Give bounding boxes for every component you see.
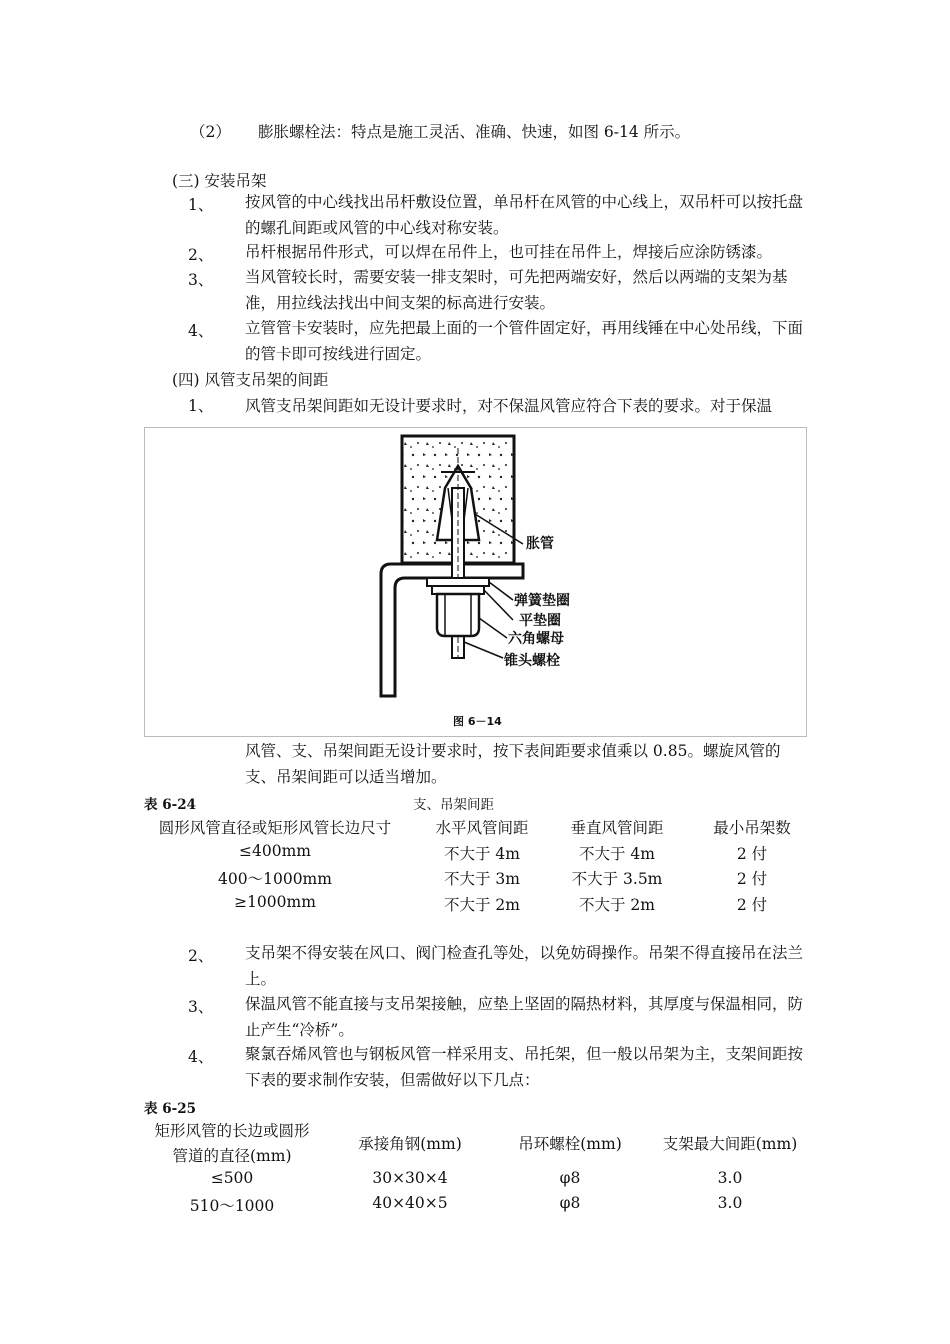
t625-r1-c1: ≤500: [210, 1169, 254, 1187]
spring-washer: [427, 578, 489, 586]
section-4-heading: (四) 风管支吊架的间距: [172, 371, 329, 389]
t624-header-min: 最小吊架数: [713, 819, 791, 837]
t624-r3-c1: ≥1000mm: [234, 893, 316, 911]
section-3-heading: (三) 安装吊架: [172, 172, 267, 190]
item-2-text: 膨胀螺栓法：特点是施工灵活、准确、快速，如图 6-14 所示。: [258, 123, 691, 141]
s3-item-1-text: 按风管的中心线找出吊杆敷设位置，单吊杆在风管的中心线上，双吊杆可以按托盘的螺孔间距或风管的中心线对称安装。: [245, 193, 804, 237]
after-item-4-text: 聚氯吞烯风管也与钢板风管一样采用支、吊托架，但一般以吊架为主，支架间距按下表的要求制作安装，但需做好以下几点：: [245, 1045, 804, 1089]
t624-r1-c1: ≤400mm: [239, 842, 311, 860]
s3-item-3-num: 3、: [188, 271, 214, 289]
t624-header-size: 圆形风管直径或矩形风管长边尺寸: [158, 819, 392, 837]
hex-nut: [437, 594, 479, 636]
s3-item-2-text: 吊杆根据吊件形式，可以焊在吊件上，也可挂在吊件上，焊接后应涂防锈漆。: [245, 243, 773, 261]
s3-item-3-text: 当风管较长时，需要安装一排支架时，可先把两端安好，然后以两端的支架为基准，用拉线法找出中间支架的标高进行安装。: [245, 268, 788, 312]
t624-r2-c1: 400～1000mm: [218, 870, 332, 888]
t625-header-size-line1: 矩形风管的长边或圆形: [154, 1122, 310, 1140]
label-flat-washer: 平垫圈: [519, 613, 561, 629]
t624-r1-c4: 2 付: [736, 845, 768, 863]
after-item-3-num: 3、: [188, 998, 214, 1016]
label-hex-nut: 六角螺母: [508, 631, 564, 647]
t625-header-bolt: 吊环螺栓(mm): [518, 1135, 622, 1153]
figure-caption: 图 6－14: [453, 715, 502, 728]
t625-r2-c2: 40×40×5: [372, 1194, 448, 1212]
t624-r3-c4: 2 付: [736, 896, 768, 914]
s4-item-1-text-before: 风管支吊架间距如无设计要求时，对不保温风管应符合下表的要求。对于保温: [245, 397, 773, 415]
s4-item-1-num: 1、: [188, 397, 214, 415]
t625-r2-c4: 3.0: [717, 1194, 743, 1212]
t625-r2-c3: φ8: [559, 1194, 581, 1212]
after-item-2-text: 支吊架不得安装在风口、阀门检查孔等处，以免妨碍操作。吊架不得直接吊在法兰上。: [245, 944, 804, 988]
after-item-4-num: 4、: [188, 1048, 214, 1066]
t625-r1-c2: 30×30×4: [372, 1169, 448, 1187]
t624-header-vertical: 垂直风管间距: [570, 819, 664, 837]
table-6-24-title: 支、吊架间距: [413, 797, 494, 813]
t624-r2-c3: 不大于 3.5m: [571, 870, 663, 888]
t624-header-horizontal: 水平风管间距: [435, 819, 529, 837]
figure-6-14: [144, 427, 807, 737]
t624-r2-c2: 不大于 3m: [444, 870, 520, 888]
table-6-24-label: 表 6-24: [144, 797, 196, 813]
s3-item-4-num: 4、: [188, 322, 214, 340]
t624-r2-c4: 2 付: [736, 870, 768, 888]
s3-item-4-text: 立管管卡安装时，应先把最上面的一个管件固定好，再用线锤在中心处吊线，下面的管卡即可按线进行固定。: [245, 319, 804, 363]
label-expansion-tube: 胀管: [526, 536, 554, 552]
after-item-3-text: 保温风管不能直接与支吊架接触，应垫上坚固的隔热材料，其厚度与保温相同，防止产生“冷桥”。: [245, 995, 804, 1039]
t625-r1-c3: φ8: [559, 1169, 581, 1187]
s3-item-2-num: 2、: [188, 246, 214, 264]
t625-header-angle: 承接角钢(mm): [358, 1135, 462, 1153]
s4-item-1-text-after: 风管、支、吊架间距无设计要求时，按下表间距要求值乘以 0.85。螺旋风管的支、吊架间距可以适当增加。: [245, 742, 781, 786]
expansion-bolt-diagram: [145, 428, 806, 736]
t625-header-spacing: 支架最大间距(mm): [662, 1135, 798, 1153]
t625-r2-c1: 510～1000: [189, 1197, 275, 1215]
t624-r1-c2: 不大于 4m: [444, 845, 520, 863]
label-spring-washer: 弹簧垫圈: [514, 593, 570, 609]
t624-r1-c3: 不大于 4m: [579, 845, 655, 863]
t625-r1-c4: 3.0: [717, 1169, 743, 1187]
s3-item-1-num: 1、: [188, 196, 214, 214]
label-cone-bolt: 锥头螺栓: [504, 653, 560, 669]
item-2-marker: （2）: [190, 123, 231, 141]
table-6-25-label: 表 6-25: [144, 1101, 196, 1117]
after-item-2-num: 2、: [188, 947, 214, 965]
t624-r3-c3: 不大于 2m: [579, 896, 655, 914]
t625-header-size-line2: 管道的直径(mm): [172, 1147, 292, 1165]
t624-r3-c2: 不大于 2m: [444, 896, 520, 914]
